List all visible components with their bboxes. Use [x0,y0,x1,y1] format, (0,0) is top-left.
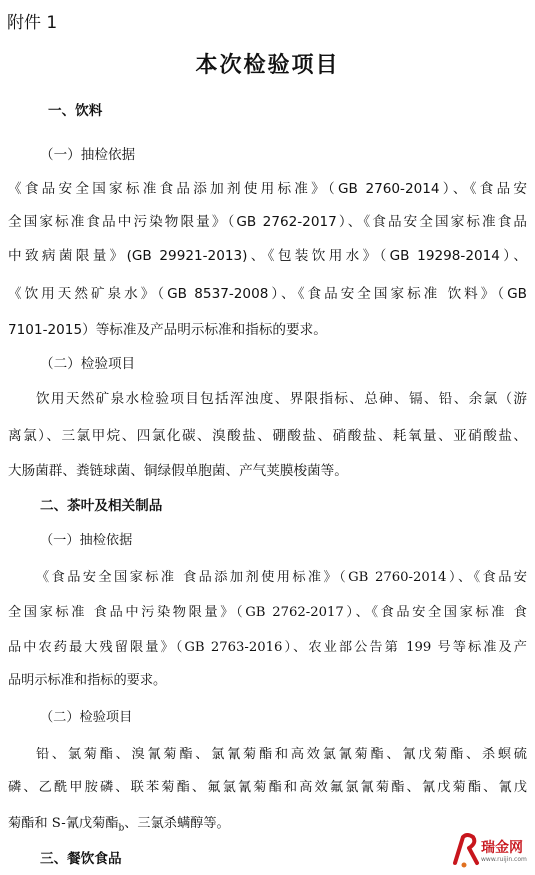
document-title: 本次检验项目 [195,53,340,78]
paragraph-line [8,812,230,834]
paragraph-line: 品中农药最大残留限量》（GB 2763-2016）、农业部公告第 199 号等标准及产 [8,640,527,655]
paragraph-line-start: 菊酯和 S-氰戊菊酯 [8,816,119,831]
paragraph-line: 全国家标准 食品中污染物限量》（GB 2762-2017）、《食品安全国家标准 食 [8,605,527,620]
paragraph-line: 铅、氯菊酯、溴氰菊酯、氯氰菊酯和高效氯氰菊酯、氰戊菊酯、杀螟硫 [36,747,527,762]
paragraph-line: 《饮用天然矿泉水》（GB 8537-2008）、《食品安全国家标准 饮料》（GB [8,286,527,302]
annex-label: 附件 1 [7,13,58,33]
paragraph-line: 离氯）、三氯甲烷、四氯化碳、溴酸盐、硼酸盐、硝酸盐、耗氧量、亚硝酸盐、 [8,428,527,444]
watermark-logo [451,831,531,871]
subsection-heading-basis: （一）抽检依据 [40,533,133,548]
paragraph-line: 大肠菌群、粪链球菌、铜绿假单胞菌、产气荚膜梭菌等。 [8,463,348,479]
paragraph-line: 品明示标准和指标的要求。 [8,673,167,688]
section-heading-beverages: 一、饮料 [48,103,103,119]
subsection-heading-items: （二）检验项目 [40,356,136,372]
section-heading-catering: 三、餐饮食品 [40,851,122,867]
section-heading-tea: 二、茶叶及相关制品 [40,498,163,514]
subsection-heading-items: （二）检验项目 [40,710,133,725]
paragraph-line: 《食品安全国家标准食品添加剂使用标准》（GB 2760-2014）、《食品安 [8,181,527,197]
paragraph-line-end: 、三氯杀螨醇等。 [124,816,230,831]
subscript-b: b [118,823,125,834]
paragraph-line: 磷、乙酰甲胺磷、联苯菊酯、氟氯氰菊酯和高效氟氯氰菊酯、氰戊菊酯、氰戊 [8,780,527,795]
watermark-url: www.ruijin.com [481,856,527,863]
subsection-heading-basis: （一）抽检依据 [40,147,136,163]
paragraph-line: 饮用天然矿泉水检验项目包括浑浊度、界限指标、总砷、镉、铅、余氯（游 [36,391,527,407]
paragraph-line: 中致病菌限量》(GB 29921-2013)、《包装饮用水》（GB 19298-2014）、 [8,248,527,264]
paragraph-line: 全国家标准食品中污染物限量》（GB 2762-2017）、《食品安全国家标准食品 [8,214,527,230]
paragraph-line: 《食品安全国家标准 食品添加剂使用标准》（GB 2760-2014）、《食品安 [36,570,527,585]
paragraph-line: 7101-2015）等标准及产品明示标准和指标的要求。 [8,322,327,338]
watermark-brand: 瑞金网 [481,840,523,856]
